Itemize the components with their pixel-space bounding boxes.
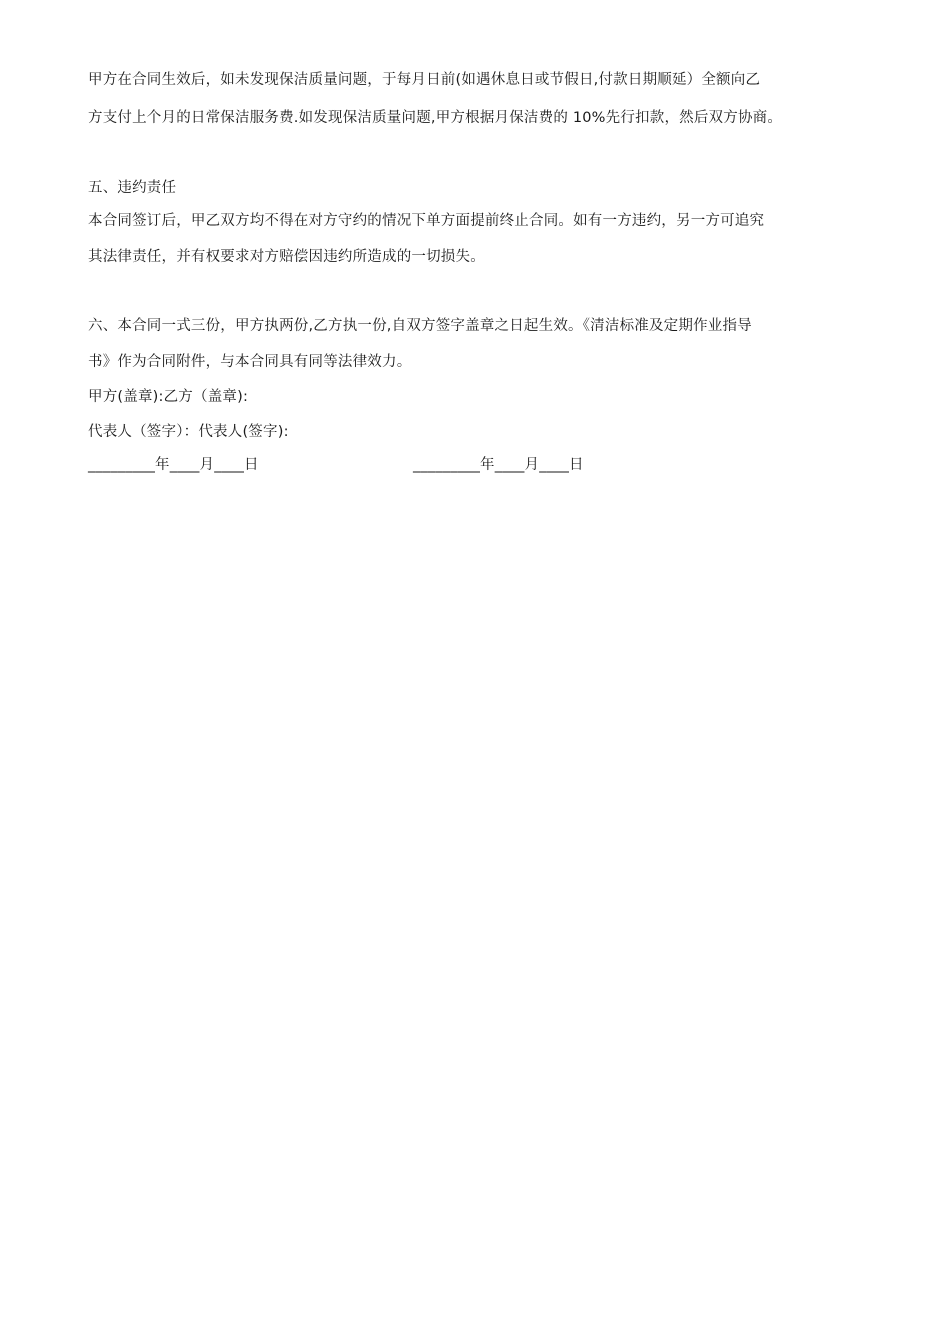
section-5-heading: 五、违约责任 — [88, 180, 177, 196]
section-6-line-2: 书》作为合同附件，与本合同具有同等法律效力。 — [88, 354, 412, 370]
payment-clause-line-1: 甲方在合同生效后，如未发现保洁质量问题，于每月日前(如遇休息日或节假日,付款日期顺延）全额向乙 — [88, 72, 761, 88]
section-5-line-1: 本合同签订后，甲乙双方均不得在对方守约的情况下单方面提前终止合同。如有一方违约，另一方可追究 — [88, 213, 765, 229]
date-field-right: _________年____月____日 — [413, 457, 584, 473]
payment-clause-line-2: 方支付上个月的日常保洁服务费.如发现保洁质量问题,甲方根据月保洁费的 10%先行扣款，然后双方协商。 — [88, 110, 783, 126]
seal-line: 甲方(盖章):乙方（盖章): — [88, 389, 249, 405]
representative-line: 代表人（签字）：代表人(签字): — [88, 424, 289, 440]
section-5-line-2: 其法律责任，并有权要求对方赔偿因违约所造成的一切损失。 — [88, 249, 485, 265]
date-field-left: _________年____月____日 — [88, 457, 259, 473]
section-6-line-1: 六、本合同一式三份，甲方执两份,乙方执一份,自双方签字盖章之日起生效。《清洁标准及定期作业指导 — [88, 318, 752, 334]
